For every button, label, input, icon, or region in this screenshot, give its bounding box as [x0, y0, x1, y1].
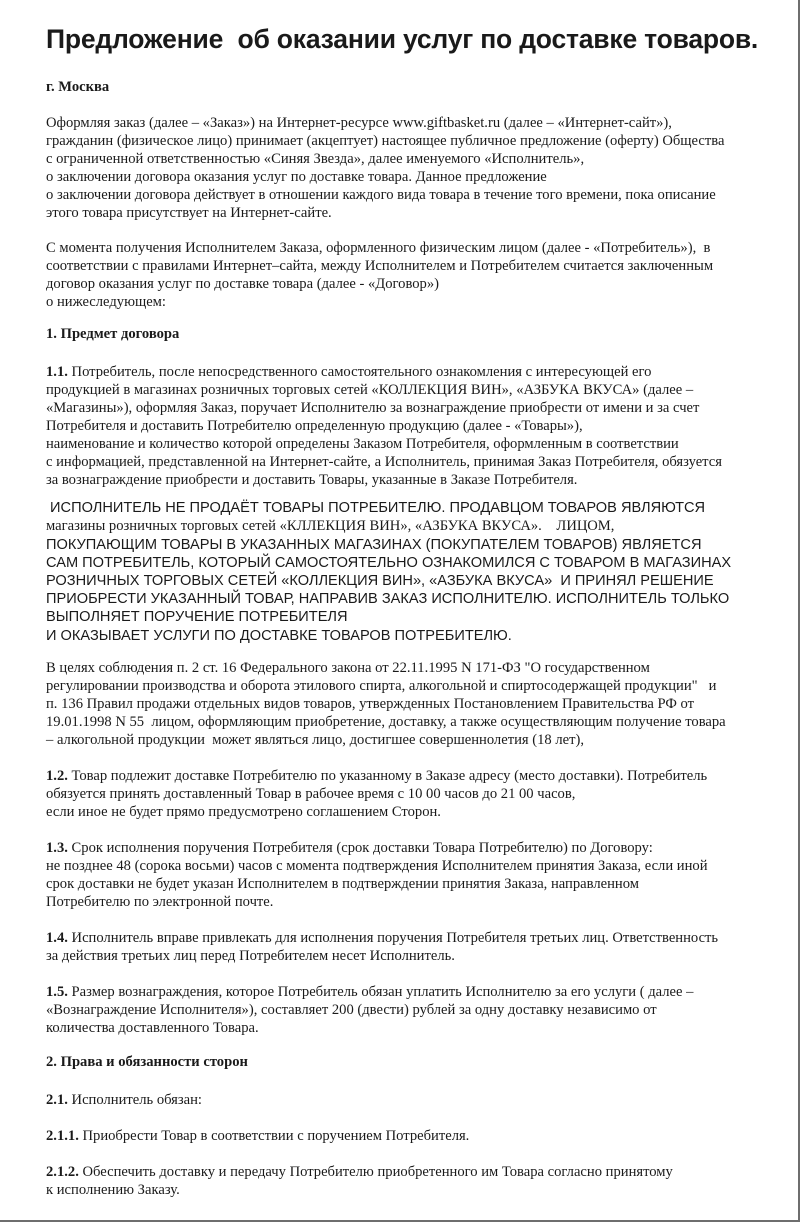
clause-text: Приобрести Товар в соответствии с поручением Потребителя.: [78, 1128, 470, 1144]
document-title: Предложение об оказании услуг по доставке товаров.: [46, 24, 759, 54]
notice-line: ВЫПОЛНЯЕТ ПОРУЧЕНИЕ ПОТРЕБИТЕЛЯ: [46, 609, 348, 625]
moment-line: договор оказания услуг по доставке товара (далее - «Договор»): [46, 276, 439, 292]
notice-line: И ОКАЗЫВАЕТ УСЛУГИ ПО ДОСТАВКЕ ТОВАРОВ ПОТРЕБИТЕЛЮ.: [46, 628, 512, 644]
intro-line: с ограниченной ответственностью «Синяя Звезда», далее именуемого «Исполнитель»,: [46, 151, 585, 167]
clause-number: 2.1.2.: [46, 1164, 79, 1180]
paragraph-1-4: [46, 929, 718, 947]
clause-line: Потребителя и доставить Потребителю определенную продукцию (далее - «Товары»),: [46, 418, 583, 434]
intro-line: этого товара присутствует на Интернет-сайте.: [46, 205, 332, 221]
paragraph-1-5: [46, 983, 693, 1001]
city: г. Москва: [46, 79, 110, 95]
clause-number: 2.1.: [46, 1092, 68, 1108]
clause-line: продукцией в магазинах розничных торговых сетей «КОЛЛЕКЦИЯ ВИН», «АЗБУКА ВКУСА» (далее –: [46, 382, 694, 398]
moment-line: С момента получения Исполнителем Заказа, оформленного физическим лицом (далее - «Потребитель»), в: [46, 240, 711, 256]
law-line: регулировании производства и оборота этилового спирта, алкогольной и спиртосодержащей продукции" и: [46, 678, 717, 694]
clause-line: «Вознаграждение Исполнителя»), составляет 200 (двести) рублей за одну доставку независимо от: [46, 1002, 657, 1018]
clause-number: 1.5.: [46, 984, 68, 1000]
moment-line: о нижеследующем:: [46, 294, 166, 310]
intro-line: Оформляя заказ (далее – «Заказ») на Интернет-ресурсе www.giftbasket.ru (далее – «Интернет-сайт»),: [46, 115, 672, 131]
paragraph-1-3: [46, 839, 653, 857]
clause-number: 2.1.1.: [46, 1128, 79, 1144]
law-line: п. 136 Правил продажи отдельных видов товаров, утвержденных Постановлением Правительства РФ от: [46, 696, 694, 712]
clause-line: «Магазины»), оформляя Заказ, поручает Исполнителю за вознаграждение приобрести от имени и за счет: [46, 400, 700, 416]
paragraph-1-1: [46, 363, 651, 381]
clause-line: обязуется принять доставленный Товар в рабочее время с 10 00 часов до 21 00 часов,: [46, 786, 576, 802]
intro-line: гражданин (физическое лицо) принимает (акцептует) настоящее публичное предложение (оферту) Общества: [46, 133, 725, 149]
clause-number: 1.2.: [46, 768, 68, 784]
section-heading: 1. Предмет договора: [46, 326, 180, 342]
clause-text: Товар подлежит доставке Потребителю по указанному в Заказе адресу (место доставки). Потребитель: [67, 768, 708, 784]
clause-line: с информацией, представленной на Интернет-сайте, а Исполнитель, принимая Заказ Потребителя, обязуется: [46, 454, 722, 470]
clause-number: 1.4.: [46, 930, 68, 946]
clause-line: Потребителю по электронной почте.: [46, 894, 274, 910]
clause-line: срок доставки не будет указан Исполнителем в подтверждении принятия Заказа, направленном: [46, 876, 639, 892]
intro-line: о заключении договора действует в отношении каждого вида товара в течение того времени, пока описание: [46, 187, 716, 203]
clause-line: если иное не будет прямо предусмотрено соглашением Сторон.: [46, 804, 441, 820]
clause-text: Срок исполнения поручения Потребителя (срок доставки Товара Потребителю) по Договору:: [67, 840, 653, 856]
notice-line: САМ ПОТРЕБИТЕЛЬ, КОТОРЫЙ САМОСТОЯТЕЛЬНО ОЗНАКОМИЛСЯ С ТОВАРОМ В МАГАЗИНАХ: [46, 555, 732, 571]
clause-line: количества доставленного Товара.: [46, 1020, 259, 1036]
notice-line: РОЗНИЧНЫХ ТОРГОВЫХ СЕТЕЙ «КОЛЛЕКЦИЯ ВИН», «АЗБУКА ВКУСА» И ПРИНЯЛ РЕШЕНИЕ: [46, 573, 714, 589]
clause-number: 1.1.: [46, 364, 68, 380]
paragraph-1-2: [46, 767, 707, 785]
clause-text: Исполнитель обязан:: [67, 1092, 202, 1108]
clause-text: Обеспечить доставку и передачу Потребителю приобретенного им Товара согласно принятому: [78, 1164, 673, 1180]
law-line: – алкогольной продукции может являться лицо, достигшее совершеннолетия (18 лет),: [46, 732, 584, 748]
clause-text: Потребитель, после непосредственного самостоятельного ознакомления с интересующей его: [67, 364, 652, 380]
law-line: В целях соблюдения п. 2 ст. 16 Федерального закона от 22.11.1995 N 171-ФЗ "О государственном: [46, 660, 650, 676]
notice-line: ПОКУПАЮЩИМ ТОВАРЫ В УКАЗАННЫХ МАГАЗИНАХ (ПОКУПАТЕЛЕМ ТОВАРОВ) ЯВЛЯЕТСЯ: [46, 537, 702, 553]
law-line: 19.01.1998 N 55 лицом, оформляющим приобретение, доставку, а также осуществляющим получение товара: [46, 714, 726, 730]
paragraph-2-1: [46, 1091, 202, 1109]
clause-line: за действия третьих лиц перед Потребителем несет Исполнитель.: [46, 948, 455, 964]
clause-line: к исполнению Заказу.: [46, 1182, 180, 1198]
clause-text: Размер вознаграждения, которое Потребитель обязан уплатить Исполнителю за его услуги ( далее –: [67, 984, 694, 1000]
notice-line: ИСПОЛНИТЕЛЬ НЕ ПРОДАЁТ ТОВАРЫ ПОТРЕБИТЕЛЮ. ПРОДАВЦОМ ТОВАРОВ ЯВЛЯЮТСЯ: [46, 500, 706, 516]
section-heading: 2. Права и обязанности сторон: [46, 1054, 248, 1070]
notice-mixed-line: магазины розничных торговых сетей «КЛЛЕКЦИЯ ВИН», «АЗБУКА ВКУСА». ЛИЦОМ,: [46, 518, 615, 534]
intro-line: о заключении договора оказания услуг по доставке товара. Данное предложение: [46, 169, 547, 185]
clause-number: 1.3.: [46, 840, 68, 856]
moment-line: соответствии с правилами Интернет–сайта, между Исполнителем и Потребителем считается заключенным: [46, 258, 714, 274]
clause-line: наименование и количество которой определены Заказом Потребителя, оформленным в соответствии: [46, 436, 679, 452]
clause-line: за вознаграждение приобрести и доставить Товары, указанные в Заказе Потребителя.: [46, 472, 578, 488]
paragraph-2-1-1: [46, 1127, 469, 1145]
clause-text: Исполнитель вправе привлекать для исполнения поручения Потребителя третьих лиц. Ответственность: [67, 930, 719, 946]
notice-line: ПРИОБРЕСТИ УКАЗАННЫЙ ТОВАР, НАПРАВИВ ЗАКАЗ ИСПОЛНИТЕЛЮ. ИСПОЛНИТЕЛЬ ТОЛЬКО: [46, 591, 730, 607]
paragraph-2-1-2: [46, 1163, 673, 1181]
clause-line: не позднее 48 (сорока восьми) часов с момента подтверждения Исполнителем принятия Заказа, если иной: [46, 858, 708, 874]
